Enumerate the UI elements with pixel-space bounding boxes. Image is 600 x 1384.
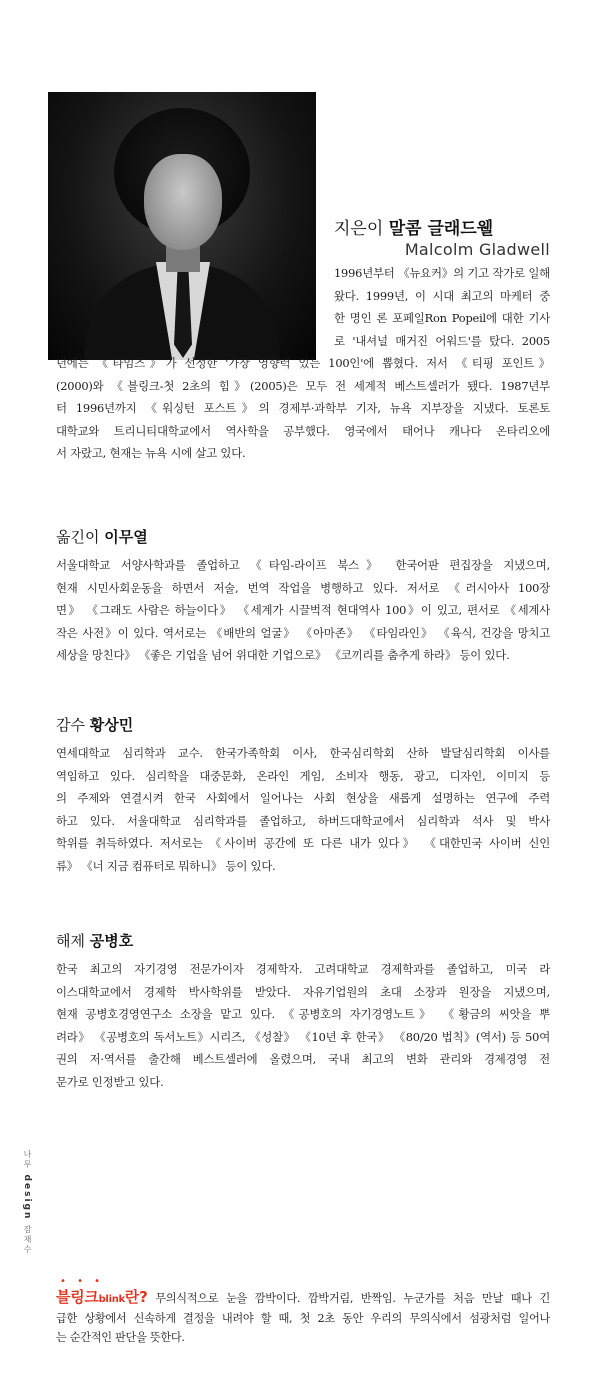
supervisor-role: 감수 [56,716,85,734]
supervisor-bio-line: 학위를 취득하였다. 저서로는 《사이버 공간에 또 다른 내가 있다》 《대한민국 사이버 신인 [56,836,550,850]
supervisor-bio-line: 하고 있다. 서울대학교 심리학과를 졸업하고, 하버드대학교에서 심리학과 석사 및 박사 [56,813,550,828]
author-bio-full [56,352,550,465]
blink-note-line: 는 순간적인 판단을 뜻한다. [56,1331,185,1344]
commentator-heading [56,930,133,951]
translator-bio-line: 세상을 망친다》 《좋은 기업을 넘어 위대한 기업으로》 《코끼리를 춤추게 하라》 등이 있다. [56,648,510,662]
supervisor-bio-line: 역임하고 있다. 심리학을 대중문화, 온라인 게임, 소비자 행동, 광고, 디자인, 이미지 등 [56,768,550,783]
blink-heading [56,1288,147,1306]
author-role: 지은이 [334,219,384,239]
supervisor-heading [56,714,133,735]
commentator-bio-line: 권의 저·역서를 출간해 베스트셀러에 올렸으며, 국내 최고의 변화 관리와 경제경영 전 [56,1052,550,1066]
side-credit-suffix: 잠재수 [23,1224,32,1255]
commentator-bio-line: 현재 공병호경영연구소 소장을 맡고 있다. 《공병호의 자기경영노트》 《황금의 씨앗을 뿌 [56,1007,550,1021]
author-bio-line: 서 자랐고, 현재는 뉴욕 시에 살고 있다. [56,446,246,460]
side-credit-prefix: 나무 [23,1150,32,1170]
commentator-bio [56,958,550,1093]
supervisor-bio [56,742,550,877]
translator-name: 이무열 [104,528,148,546]
author-bio-line: 터 1996년까지 《워싱턴 포스트》의 경제부·과학부 기자, 뉴욕 지부장을 지냈다. 토론토 [56,401,550,415]
photo-face [144,154,222,250]
translator-bio-line: 현재 시민사회운동을 하면서 저술, 번역 작업을 병행하고 있다. 저서로 《러시아사 100장 [56,580,550,595]
blink-head-ko: 블링크 [56,1288,99,1306]
side-credit-brand: design [22,1174,32,1221]
supervisor-bio-line: 의 주제와 연결시켜 한국 사회에서 일어나는 사회 현상을 새롭게 설명하는 연구에 주력 [56,791,550,805]
commentator-role: 해제 [56,932,85,950]
supervisor-bio-line: 연세대학교 심리학과 교수. 한국가족학회 이사, 한국심리학회 산하 발달심리학회 이사를 [56,746,550,760]
author-bio-line: 로 '내셔널 매거진 어워드'를 탔다. 2005 [334,333,550,348]
translator-bio-line: 서울대학교 서양사학과를 졸업하고 《타임-라이프 북스》 한국어판 편집장을 지냈으며, [56,558,550,572]
author-photo [48,92,316,360]
author-bio-line: 왔다. 1999년, 이 시대 최고의 마케터 중 [334,288,550,303]
translator-bio-line: 작은 사전》이 있다. 역서로는 《배반의 얼굴》 《아마존》 《타임라인》 《육식, 건강을 망치고 [56,625,550,640]
blink-note-line: 무의식적으로 눈을 깜박이다. 깜박거림, 반짝임. 누군가를 처음 만날 때나 긴 [155,1292,550,1305]
author-heading [334,214,493,239]
author-bio-line: 1996년부터 《뉴요커》의 기고 작가로 일해 [334,266,550,280]
author-bio-line: 년에는 《타임즈》가 선정한 '가장 영향력 있는 100인'에 뽑혔다. 저서 《티핑 포인트》 [56,356,550,370]
blink-dots: • • • [60,1276,105,1287]
commentator-name: 공병호 [89,932,134,950]
translator-bio [56,554,550,667]
side-credit [22,1150,33,1255]
author-bio-line: (2000)와 《블링크-첫 2초의 힘》(2005)은 모두 전 세계적 베스트셀러가 됐다. 1987년부 [56,378,550,393]
blink-note-line: 급한 상황에서 신속하게 결정을 내려야 할 때, 첫 2초 동안 우리의 무의식에서 섬광처럼 일어나 [56,1312,550,1325]
commentator-bio-line: 한국 최고의 자기경영 전문가이자 경제학자. 고려대학교 경제학과를 졸업하고, 미국 라 [56,962,550,976]
commentator-bio-line: 려라》 《공병호의 독서노트》시리즈, 《성찰》 《10년 후 한국》 《80/20 법칙》(역서) 등 50여 [56,1029,550,1044]
author-bio-column [334,262,550,352]
translator-bio-line: 면》 《그래도 사람은 하늘이다》 《세계가 시끌벅적 현대역사 100》이 있고, 편서로 《세계사 [56,603,550,617]
blink-note [56,1288,550,1347]
author-name-ko: 말콤 글래드웰 [388,219,494,239]
author-name-en: Malcolm Gladwell [404,240,550,259]
supervisor-name: 황상민 [89,716,134,734]
commentator-bio-line: 문가로 인정받고 있다. [56,1074,164,1089]
translator-heading [56,526,148,547]
blink-head-tail: 란? [124,1288,148,1306]
translator-role: 옮긴이 [56,528,100,546]
commentator-bio-line: 이스대학교에서 경제학 박사학위를 받았다. 자유기업원의 초대 소장과 원장을 지냈으며, [56,984,550,999]
author-bio-line: 한 명인 론 포페일Ron Popeil에 대한 기사 [334,311,550,325]
supervisor-bio-line: 류》 《너 지금 컴퓨터로 뭐하니》 등이 있다. [56,858,276,873]
author-bio-line: 대학교와 트리니티대학교에서 역사학을 공부했다. 영국에서 태어나 캐나다 온타리오에 [56,423,550,438]
blink-head-en: blink [98,1294,125,1305]
